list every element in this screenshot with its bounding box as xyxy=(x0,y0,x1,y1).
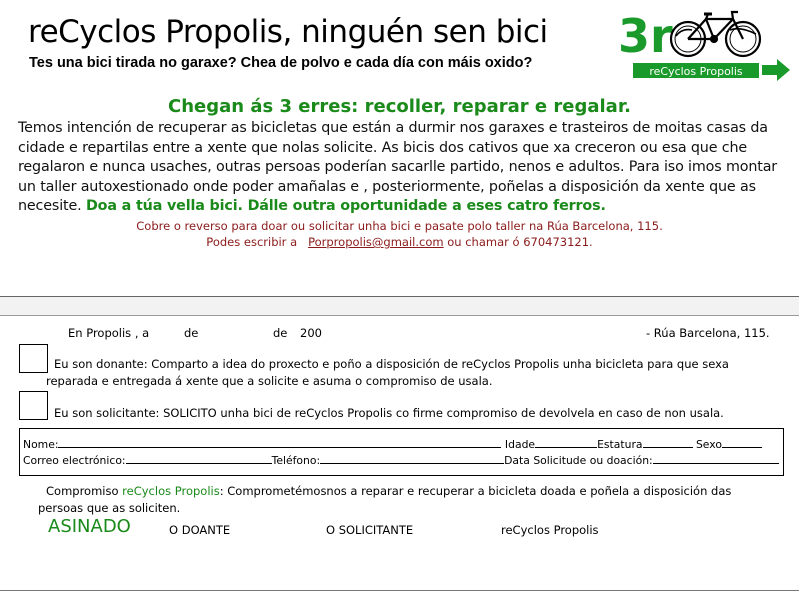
commitment-line-2: persoas que as soliciten. xyxy=(38,501,181,515)
commitment-brand: reCyclos Propolis xyxy=(122,484,220,498)
commitment-text: : Comprometémosnos a reparar e recuperar a bicicleta doada e poñela a disposición das xyxy=(219,484,732,498)
logo-label: reCyclos Propolis xyxy=(649,65,743,78)
age-label: Idade xyxy=(504,438,536,451)
email-field[interactable] xyxy=(126,453,272,464)
phone-label: Teléfono: xyxy=(271,454,321,467)
form-de-1: de xyxy=(184,326,199,340)
sex-field[interactable] xyxy=(722,437,762,448)
page-subtitle: Tes una bici tirada no garaxe? Chea de polvo e cada día con máis oxido? xyxy=(29,55,533,71)
date-field[interactable] xyxy=(653,453,779,464)
sex-label: Sexo xyxy=(695,438,722,451)
recyclos-logo xyxy=(616,8,794,84)
form-place: En Propolis , a xyxy=(68,326,150,340)
intro-text: Temos intención de recuperar as bicicletas que están a durmir nos garaxes e trasteiros de moitas casas da cidade e repartilas entre a xente que nolas solicite. As bicis dos cativos que xa creceron ou esa que che regalaron e nunca usaches, outras persoas poderían sacarlle partido, nenos e adultos. Para iso imos montar un taller autoxestionado onde poder amañalas e , posteriormente, poñelas a disposición da xente que as necesite. xyxy=(18,120,778,215)
contact-line-1: Cobre o reverso para doar ou solicitar unha bici e pasate polo taller na Rúa Barcelona, 115. xyxy=(136,219,663,233)
date-label: Data Solicitude ou doación: xyxy=(504,454,653,467)
signed-label: ASINADO xyxy=(48,516,131,537)
form-de-2: de xyxy=(273,326,288,340)
form-year: 200 xyxy=(300,326,322,340)
donor-line-2: reparada e entregada á xente que a solicite e asuma o compromiso de usala. xyxy=(46,374,493,388)
bicycle-icon xyxy=(671,12,760,56)
bottom-divider xyxy=(0,590,799,591)
form-address: - Rúa Barcelona, 115. xyxy=(646,326,770,340)
applicant-line: Eu son solicitante: SOLICITO unha bici de reCyclos Propolis co firme compromiso de devolvela en caso de non usala. xyxy=(54,406,724,420)
personal-data-box xyxy=(19,428,784,476)
contact-line-2 xyxy=(0,235,799,249)
age-field[interactable] xyxy=(535,437,597,448)
donor-checkbox[interactable] xyxy=(19,344,48,373)
commitment-line-1 xyxy=(46,484,731,498)
contact-suffix: ou chamar ó 670473121. xyxy=(447,235,593,249)
email-link[interactable]: Porpropolis@gmail.com xyxy=(308,235,444,249)
applicant-checkbox[interactable] xyxy=(19,391,48,420)
intro-paragraph xyxy=(18,119,790,217)
commitment-prefix: Compromiso xyxy=(46,484,119,498)
intro-highlight: Doa a túa vella bici. Dálle outra oportunidade a eses catro ferros. xyxy=(85,198,606,215)
signature-donor: O DOANTE xyxy=(169,523,231,537)
height-label: Estatura xyxy=(597,438,643,451)
height-field[interactable] xyxy=(643,437,693,448)
page-title: reCyclos Propolis, ninguén sen bici xyxy=(28,14,548,50)
email-label: Correo electrónico: xyxy=(23,454,126,467)
name-field[interactable] xyxy=(58,437,501,448)
signature-org: reCyclos Propolis xyxy=(501,523,599,537)
phone-field[interactable] xyxy=(320,453,504,464)
cut-band xyxy=(0,296,799,316)
name-label: Nome: xyxy=(23,438,59,451)
logo-mark: 3r xyxy=(618,9,673,63)
signature-applicant: O SOLICITANTE xyxy=(326,523,414,537)
arrow-right-icon xyxy=(762,59,790,81)
headline: Chegan ás 3 erres: recoller, reparar e regalar. xyxy=(168,96,631,117)
donor-line-1: Eu son donante: Comparto a idea do proxecto e poño a disposición de reCyclos Propolis unha bicicleta para que sexa xyxy=(54,357,729,371)
contact-prefix: Podes escribir a xyxy=(206,235,298,249)
